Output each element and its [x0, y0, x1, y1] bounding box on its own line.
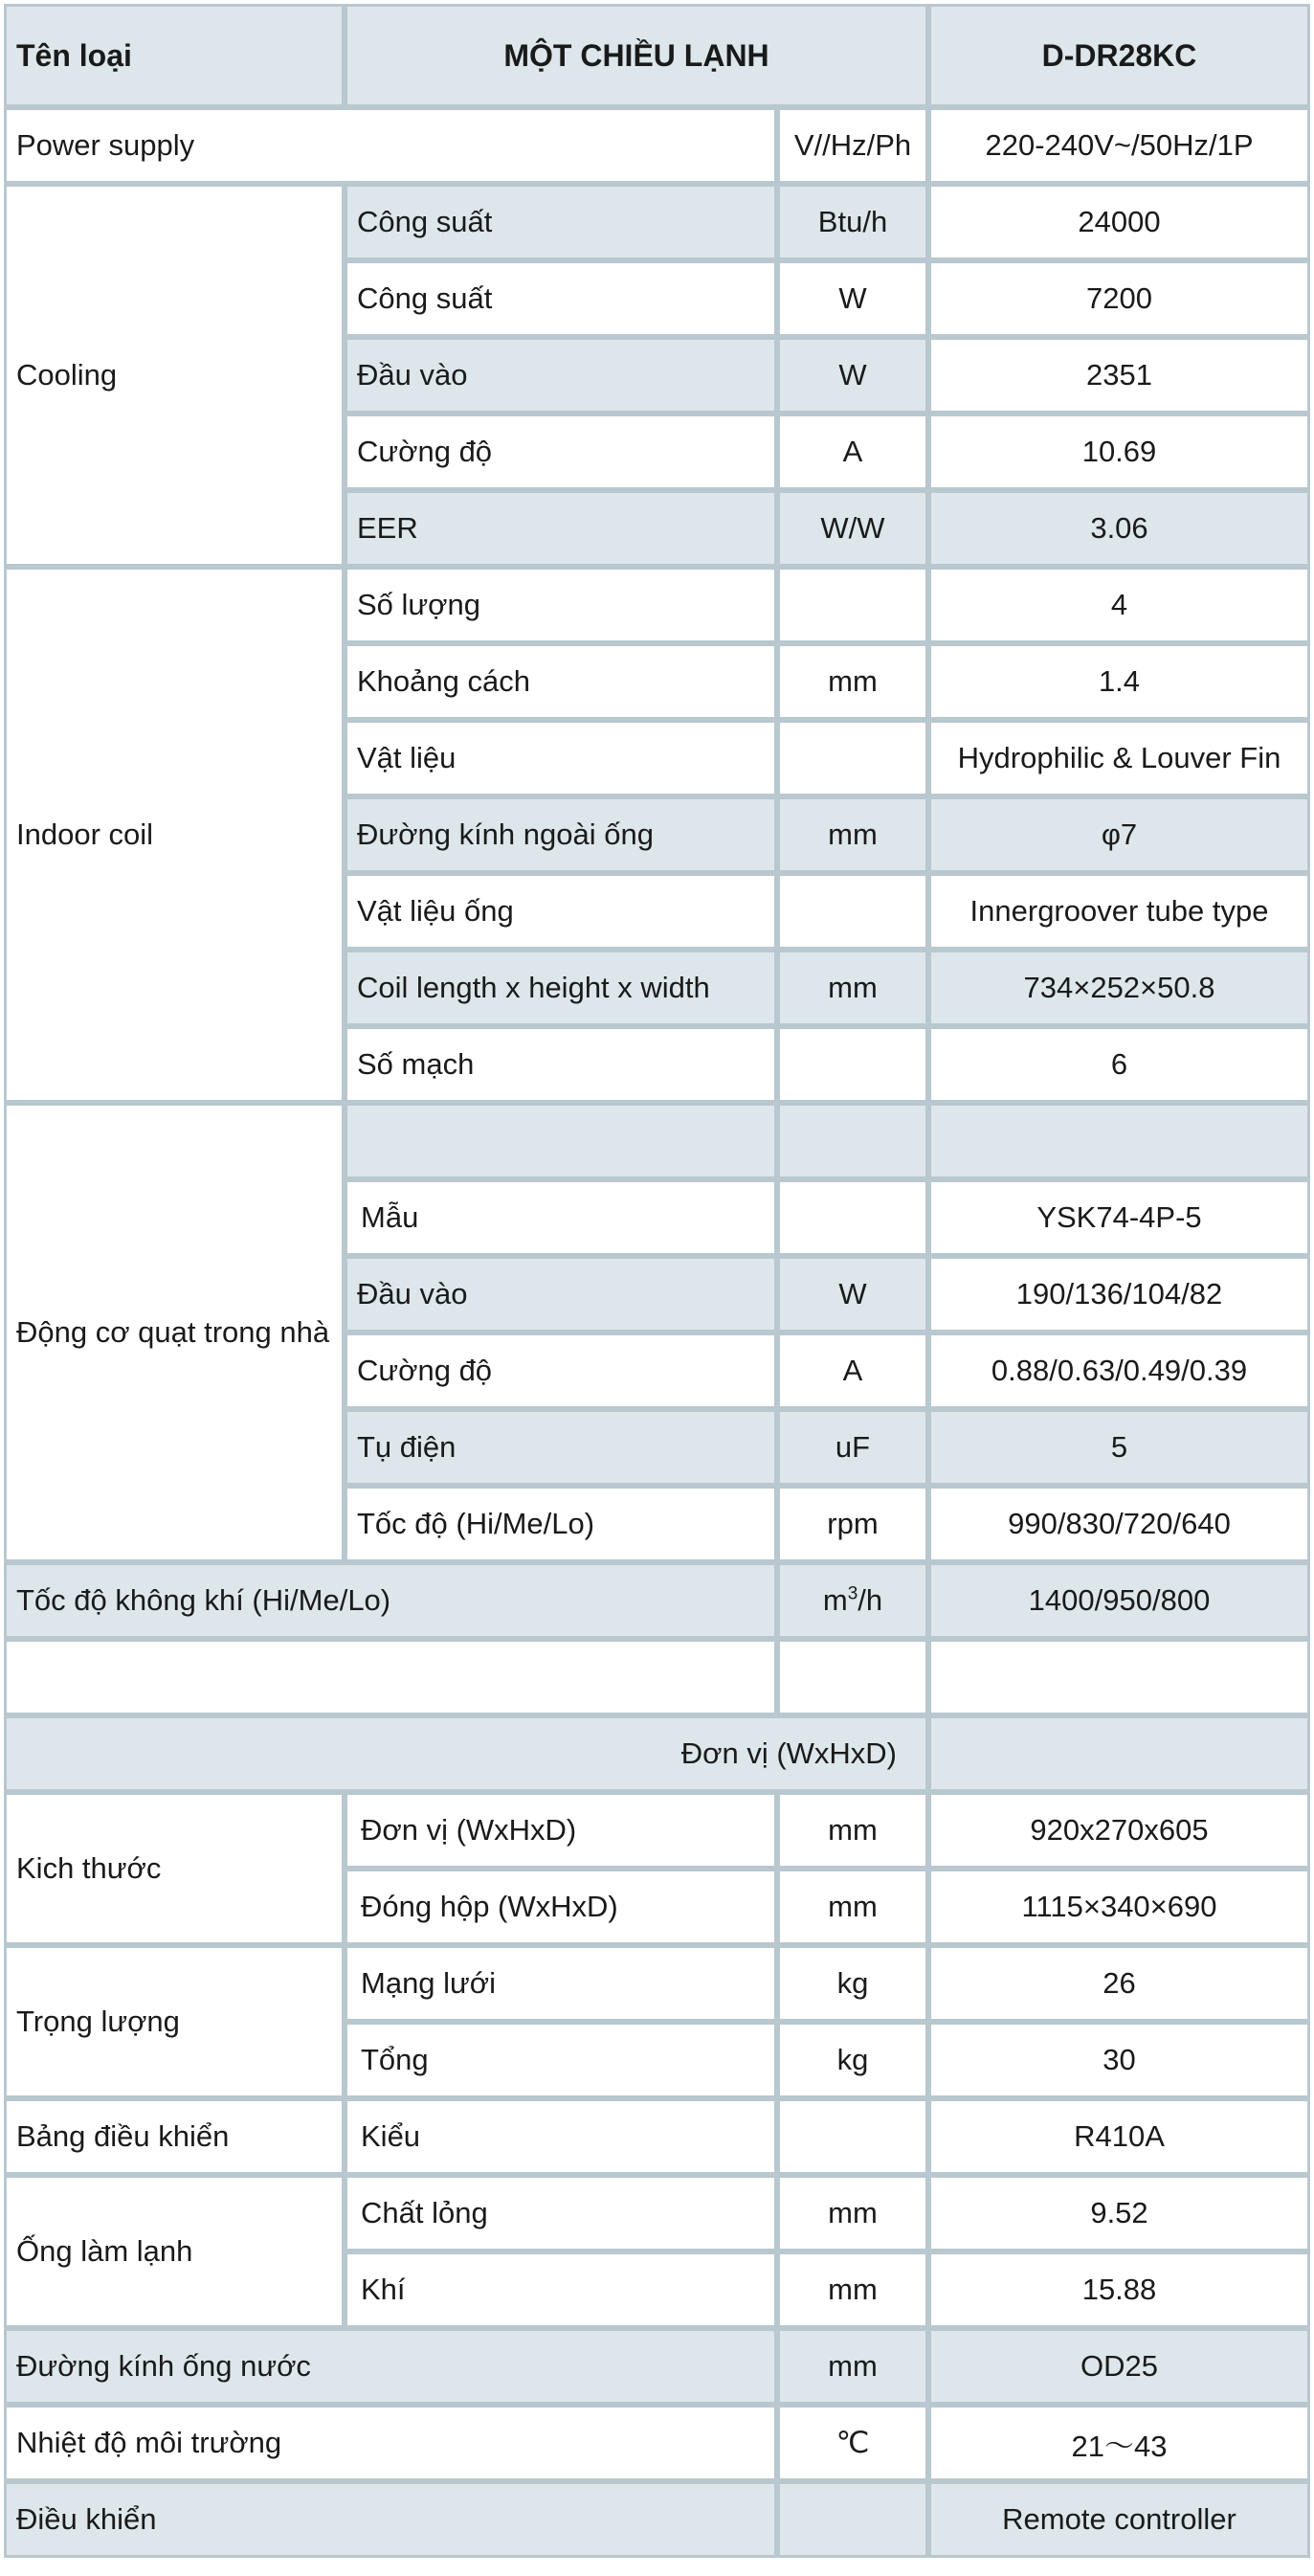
table-row	[4, 1792, 1310, 1869]
table-row	[4, 184, 1310, 260]
row-unit: mm	[777, 1792, 928, 1869]
row-name: Vật liệu	[345, 720, 777, 796]
row-unit: mm	[777, 796, 928, 873]
row-value: Remote controller	[928, 2481, 1310, 2558]
row-name: Tốc độ (Hi/Me/Lo)	[345, 1486, 777, 1562]
row-name: Đầu vào	[345, 1256, 777, 1333]
row-unit	[777, 1103, 928, 1179]
unit-row-label: Đơn vị (WxHxD)	[4, 1715, 928, 1792]
table-row	[4, 2481, 1310, 2558]
row-name: Vật liệu ống	[345, 873, 777, 950]
row-unit: W/W	[777, 490, 928, 567]
row-value	[928, 1103, 1310, 1179]
row-unit: mm	[777, 643, 928, 720]
row-name: Mạng lưới	[345, 1945, 777, 2022]
row-value: 4	[928, 567, 1310, 643]
row-name: Khí	[345, 2251, 777, 2328]
spec-table	[4, 4, 1310, 2558]
row-name: Chất lỏng	[345, 2175, 777, 2251]
row-value: 990/830/720/640	[928, 1486, 1310, 1562]
row-value: 30	[928, 2022, 1310, 2098]
row-value: 734×252×50.8	[928, 950, 1310, 1026]
control-label: Điều khiển	[4, 2481, 777, 2558]
row-unit: A	[777, 414, 928, 490]
blank-cell	[4, 1639, 777, 1715]
fan-motor-label: Động cơ quạt trong nhà	[4, 1103, 345, 1562]
row-value: Innergroover tube type	[928, 873, 1310, 950]
row-unit	[777, 567, 928, 643]
row-value: 5	[928, 1409, 1310, 1486]
row-unit: uF	[777, 1409, 928, 1486]
blank-cell	[928, 1639, 1310, 1715]
row-name: EER	[345, 490, 777, 567]
row-value: 24000	[928, 184, 1310, 260]
row-name	[345, 1103, 777, 1179]
row-value: 26	[928, 1945, 1310, 2022]
row-value: 190/136/104/82	[928, 1256, 1310, 1333]
row-name: Số mạch	[345, 1026, 777, 1103]
row-value: YSK74-4P-5	[928, 1179, 1310, 1256]
row-unit	[777, 2481, 928, 2558]
row-unit: mm	[777, 2175, 928, 2251]
blank-row	[4, 1639, 1310, 1715]
row-unit: Btu/h	[777, 184, 928, 260]
control-panel-label: Bảng điều khiển	[4, 2098, 345, 2175]
indoor-coil-label: Indoor coil	[4, 567, 345, 1103]
row-unit	[777, 1026, 928, 1103]
row-unit: mm	[777, 950, 928, 1026]
row-value: φ7	[928, 796, 1310, 873]
blank-cell	[928, 1715, 1310, 1792]
table-row	[4, 567, 1310, 643]
refrigerant-pipe-label: Ống làm lạnh	[4, 2175, 345, 2328]
row-unit: mm	[777, 1869, 928, 1945]
row-value: 0.88/0.63/0.49/0.39	[928, 1333, 1310, 1409]
row-value: 21～43	[928, 2405, 1310, 2481]
power-label: Power supply	[4, 107, 777, 184]
row-value: 3.06	[928, 490, 1310, 567]
row-value: 10.69	[928, 414, 1310, 490]
row-value: Hydrophilic & Louver Fin	[928, 720, 1310, 796]
power-value: 220-240V~/50Hz/1P	[928, 107, 1310, 184]
row-unit: ℃	[777, 2405, 928, 2481]
row-name: Kiểu	[345, 2098, 777, 2175]
row-value: 1115×340×690	[928, 1869, 1310, 1945]
blank-cell	[777, 1639, 928, 1715]
airflow-value: 1400/950/800	[928, 1562, 1310, 1639]
row-name: Đường kính ngoài ống	[345, 796, 777, 873]
header-type-label: Tên loại	[4, 4, 345, 107]
row-unit: mm	[777, 2251, 928, 2328]
row-unit: kg	[777, 2022, 928, 2098]
row-value: 7200	[928, 260, 1310, 337]
row-name: Đóng hộp (WxHxD)	[345, 1869, 777, 1945]
weight-label: Trọng lượng	[4, 1945, 345, 2098]
table-row	[4, 2098, 1310, 2175]
table-row	[4, 2175, 1310, 2251]
airflow-unit	[777, 1562, 928, 1639]
unit-superscript: 3	[847, 1583, 858, 1604]
row-name: Đầu vào	[345, 337, 777, 414]
unit-row	[4, 1715, 1310, 1792]
row-value: 9.52	[928, 2175, 1310, 2251]
power-unit: V//Hz/Ph	[777, 107, 928, 184]
unit-tail: /h	[857, 1583, 883, 1617]
row-unit	[777, 1179, 928, 1256]
row-unit: rpm	[777, 1486, 928, 1562]
row-name: Tụ điện	[345, 1409, 777, 1486]
row-value: R410A	[928, 2098, 1310, 2175]
water-pipe-label: Đường kính ống nước	[4, 2328, 777, 2405]
header-mode-label: MỘT CHIỀU LẠNH	[345, 4, 928, 107]
row-value: 1.4	[928, 643, 1310, 720]
row-name: Tổng	[345, 2022, 777, 2098]
row-name: Khoảng cách	[345, 643, 777, 720]
airflow-label: Tốc độ không khí (Hi/Me/Lo)	[4, 1562, 777, 1639]
airflow-row	[4, 1562, 1310, 1639]
row-name: Mẫu	[345, 1179, 777, 1256]
row-unit: W	[777, 1256, 928, 1333]
row-unit: kg	[777, 1945, 928, 2022]
row-value: 15.88	[928, 2251, 1310, 2328]
row-name: Đơn vị (WxHxD)	[345, 1792, 777, 1869]
cooling-label: Cooling	[4, 184, 345, 567]
table-row	[4, 2405, 1310, 2481]
row-unit: W	[777, 337, 928, 414]
row-name: Coil length x height x width	[345, 950, 777, 1026]
row-name: Số lượng	[345, 567, 777, 643]
unit-base: m	[822, 1583, 848, 1617]
header-model: D-DR28KC	[928, 4, 1310, 107]
power-row	[4, 107, 1310, 184]
row-value: 920x270x605	[928, 1792, 1310, 1869]
row-name: Cường độ	[345, 414, 777, 490]
table-row	[4, 2328, 1310, 2405]
table-row	[4, 1945, 1310, 2022]
row-unit: W	[777, 260, 928, 337]
row-unit: A	[777, 1333, 928, 1409]
dimensions-label: Kich thước	[4, 1792, 345, 1945]
row-name: Cường độ	[345, 1333, 777, 1409]
row-unit	[777, 873, 928, 950]
row-value: 2351	[928, 337, 1310, 414]
row-name: Công suất	[345, 184, 777, 260]
ambient-label: Nhiệt độ môi trường	[4, 2405, 777, 2481]
row-unit	[777, 720, 928, 796]
row-name: Công suất	[345, 260, 777, 337]
header-row	[4, 4, 1310, 107]
row-value: 6	[928, 1026, 1310, 1103]
row-unit	[777, 2098, 928, 2175]
table-row	[4, 1103, 1310, 1179]
row-value: OD25	[928, 2328, 1310, 2405]
row-unit: mm	[777, 2328, 928, 2405]
